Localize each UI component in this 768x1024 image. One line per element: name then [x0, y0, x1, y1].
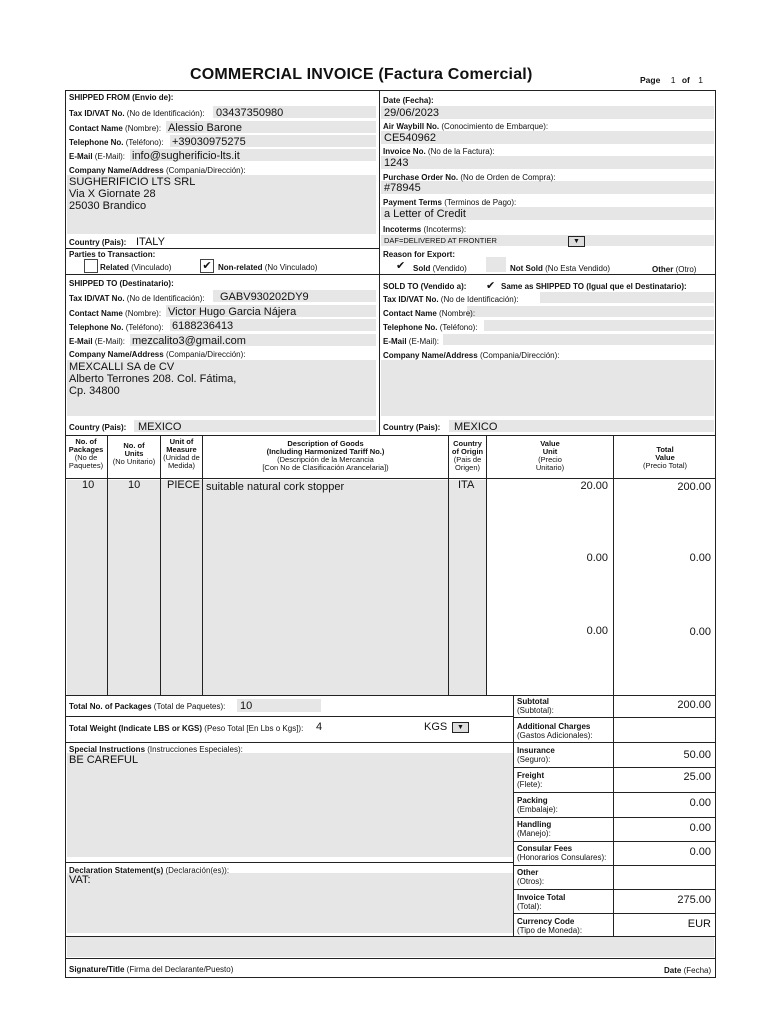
charge-label-additional: Additional Charges (Gastos Adicionales):	[517, 722, 593, 740]
charge-label-subtotal: Subtotal (Subtotal):	[517, 697, 554, 715]
special-instructions-value: BE CAREFUL	[69, 754, 139, 766]
company-field-sold[interactable]	[381, 360, 714, 416]
tax-id-value-from: 03437350980	[216, 107, 284, 119]
special-instructions-label: Special Instructions (Instrucciones Especiales):	[69, 745, 243, 754]
po-value: #78945	[384, 182, 421, 194]
contact-value-from: Alessio Barone	[168, 122, 242, 134]
signature-field[interactable]	[67, 937, 714, 957]
chevron-down-icon: ▼	[573, 238, 580, 245]
charge-value-insurance: 50.00	[683, 749, 711, 761]
company-line-1-from: SUGHERIFICIO LTS SRL	[69, 176, 196, 188]
header-packages: No. of Packages (No de Paquetes)	[68, 437, 104, 470]
contact-label-to: Contact Name (Nombre):	[69, 309, 162, 318]
non-related-checkbox[interactable]: ✔	[200, 259, 214, 273]
same-as-label: Same as SHIPPED TO (Igual que el Destinatario):	[501, 282, 687, 291]
date-value: 29/06/2023	[384, 107, 440, 119]
company-label-sold: Company Name/Address (Compania/Dirección):	[383, 351, 560, 360]
company-line-1-to: MEXCALLI SA de CV	[69, 361, 175, 373]
awb-value: CE540962	[384, 132, 436, 144]
charge-label-currency: Currency Code (Tipo de Moneda):	[517, 917, 583, 935]
col-desc-shade	[203, 480, 448, 695]
sold-label: Sold (Vendido)	[413, 264, 467, 273]
row1-uom: PIECE	[167, 479, 201, 491]
total-weight-value: 4	[316, 721, 323, 733]
contact-label-sold: Contact Name (Nombre):	[383, 309, 476, 318]
header-unit-value: Value Unit (Precio Unitario)	[535, 439, 565, 472]
po-field[interactable]	[381, 181, 714, 194]
country-value-from: ITALY	[136, 236, 165, 248]
header-description: Description of Goods (Including Harmonized Tariff No.) (Descripción de la Mercancia [Con No de Clasificación Arancelaria])	[262, 439, 389, 472]
invoice-no-label: Invoice No. (No de la Factura):	[383, 147, 495, 156]
charge-label-other: Other (Otros):	[517, 868, 545, 886]
sold-to-header: SOLD TO (Vendido a):	[383, 282, 467, 291]
header-origin: Country of Origin (Pais de Origen)	[451, 439, 484, 472]
email-label-sold: E-Mail (E-Mail):	[383, 337, 440, 346]
company-label-from: Company Name/Address (Compania/Dirección):	[69, 166, 246, 175]
page-current: 1	[670, 75, 676, 85]
total-packages-value: 10	[240, 700, 253, 712]
col-units-shade	[108, 480, 160, 695]
email-value-from: info@sugherificio-lts.it	[132, 150, 240, 162]
country-value-to: MEXICO	[138, 421, 182, 433]
total-weight-label: Total Weight (Indicate LBS or KGS) (Peso Total [En Lbs o Kgs]):	[69, 724, 304, 733]
email-label-to: E-Mail (E-Mail):	[69, 337, 126, 346]
invoice-no-field[interactable]	[381, 156, 714, 169]
charge-value-invoice-total: 275.00	[677, 894, 711, 906]
incoterms-label: Incoterms (Incoterms):	[383, 225, 467, 234]
other-label: Other (Otro)	[652, 265, 697, 274]
row3-total: 0.00	[689, 626, 711, 638]
row1-packages: 10	[82, 479, 95, 491]
contact-field-sold[interactable]	[467, 306, 714, 317]
weight-unit-value: KGS	[424, 721, 448, 733]
email-field-sold[interactable]	[443, 334, 714, 345]
phone-label-to: Telephone No. (Teléfono):	[69, 323, 164, 332]
incoterms-dropdown[interactable]	[568, 236, 585, 247]
charge-value-consular: 0.00	[689, 846, 711, 858]
sold-check-icon[interactable]: ✔	[396, 260, 406, 272]
country-label-sold: Country (Pais):	[383, 423, 441, 432]
company-line-2-to: Alberto Terrones 208. Col. Fátima,	[69, 373, 237, 385]
company-line-3-from: 25030 Brandico	[69, 200, 147, 212]
charge-label-consular: Consular Fees (Honorarios Consulares):	[517, 844, 607, 862]
row1-total: 200.00	[677, 481, 711, 493]
charge-label-packing: Packing (Embalaje):	[517, 796, 558, 814]
country-label-to: Country (Pais):	[69, 423, 127, 432]
page-total: 1	[698, 75, 703, 85]
email-value-to: mezcalito3@gmail.com	[132, 335, 246, 347]
charge-value-subtotal: 200.00	[677, 699, 711, 711]
header-uom: Unit of Measure (Unidad de Medida)	[163, 437, 200, 470]
header-total-value: Total Value (Precio Total)	[642, 445, 688, 470]
payment-terms-label: Payment Terms (Terminos de Pago):	[383, 198, 517, 207]
row1-unit-value: 20.00	[580, 480, 608, 492]
shipped-from-header: SHIPPED FROM (Envio de):	[69, 93, 174, 102]
row1-units: 10	[128, 479, 141, 491]
tax-id-value-to: GABV930202DY9	[220, 291, 309, 303]
tax-id-field-sold[interactable]	[540, 292, 714, 303]
page-indicator	[640, 75, 703, 85]
charge-label-insurance: Insurance (Seguro):	[517, 746, 555, 764]
page-of: of	[681, 75, 690, 85]
col-uom-shade	[161, 480, 202, 695]
col-origin-shade	[449, 480, 486, 695]
awb-label: Air Waybill No. (Conocimiento de Embarque):	[383, 122, 549, 131]
charge-value-handling: 0.00	[689, 822, 711, 834]
phone-value-to: 6188236413	[172, 320, 234, 332]
signature-label: Signature/Title (Firma del Declarante/Puesto)	[69, 965, 234, 974]
email-label-from: E-Mail (E-Mail):	[69, 152, 126, 161]
tax-id-label-sold: Tax ID/VAT No. (No de Identificación):	[383, 295, 519, 304]
company-label-to: Company Name/Address (Compania/Dirección):	[69, 350, 246, 359]
phone-label-from: Telephone No. (Teléfono):	[69, 138, 164, 147]
row1-description: suitable natural cork stopper	[206, 481, 345, 493]
related-label: Related (Vinculado)	[100, 263, 172, 272]
header-units: No. of Units (No Unitario)	[112, 441, 156, 466]
phone-label-sold: Telephone No. (Teléfono):	[383, 323, 478, 332]
row2-unit-value: 0.00	[586, 552, 608, 564]
charge-label-invoice-total: Invoice Total (Total):	[517, 893, 566, 911]
col-packages-shade	[67, 480, 107, 695]
row3-unit-value: 0.00	[586, 625, 608, 637]
shipped-to-header: SHIPPED TO (Destinatario):	[69, 279, 174, 288]
charge-value-freight: 25.00	[683, 771, 711, 783]
not-sold-box[interactable]	[486, 257, 506, 272]
declaration-label: Declaration Statement(s) (Declaración(es)):	[69, 866, 230, 875]
incoterms-value: DAF=DELIVERED AT FRONTIER	[384, 236, 497, 245]
row2-total: 0.00	[689, 552, 711, 564]
payment-terms-value: a Letter of Credit	[384, 208, 466, 220]
company-line-3-to: Cp. 34800	[69, 385, 120, 397]
country-value-sold: MEXICO	[454, 421, 498, 433]
phone-value-from: +39030975275	[172, 136, 246, 148]
special-instructions-field[interactable]	[67, 753, 513, 857]
contact-value-to: Victor Hugo Garcia Nájera	[168, 306, 297, 318]
not-sold-label: Not Sold (No Esta Vendido)	[510, 264, 611, 273]
page-label: Page	[640, 75, 661, 85]
signature-date-label: Date (Fecha)	[664, 966, 712, 975]
same-as-check-icon[interactable]: ✔	[486, 280, 496, 292]
charge-value-packing: 0.00	[689, 797, 711, 809]
declaration-value: VAT:	[69, 874, 91, 886]
phone-field-sold[interactable]	[484, 320, 714, 331]
tax-id-label-from: Tax ID/VAT No. (No de Identificación):	[69, 109, 205, 118]
invoice-no-value: 1243	[384, 157, 409, 169]
country-label-from: Country (Pais):	[69, 238, 127, 247]
date-label: Date (Fecha):	[383, 96, 434, 105]
non-related-label: Non-related (No Vinculado)	[218, 263, 318, 272]
po-label: Purchase Order No. (No de Orden de Compra):	[383, 173, 556, 182]
weight-unit-dropdown[interactable]	[452, 722, 469, 733]
row1-origin: ITA	[458, 479, 475, 491]
parties-label: Parties to Transaction:	[69, 250, 156, 259]
reason-label: Reason for Export:	[383, 250, 456, 259]
charge-value-currency: EUR	[687, 918, 711, 930]
chevron-down-icon: ▼	[457, 724, 464, 731]
invoice-title: COMMERCIAL INVOICE (Factura Comercial)	[190, 66, 533, 83]
declaration-field[interactable]	[67, 873, 513, 933]
charge-label-handling: Handling (Manejo):	[517, 820, 552, 838]
tax-id-label-to: Tax ID/VAT No. (No de Identificación):	[69, 294, 205, 303]
charge-label-freight: Freight (Flete):	[517, 771, 545, 789]
total-packages-label: Total No. of Packages (Total de Paquetes):	[69, 702, 226, 711]
contact-label-from: Contact Name (Nombre):	[69, 124, 162, 133]
company-line-2-from: Via X Giornate 28	[69, 188, 156, 200]
related-checkbox[interactable]	[84, 259, 98, 273]
